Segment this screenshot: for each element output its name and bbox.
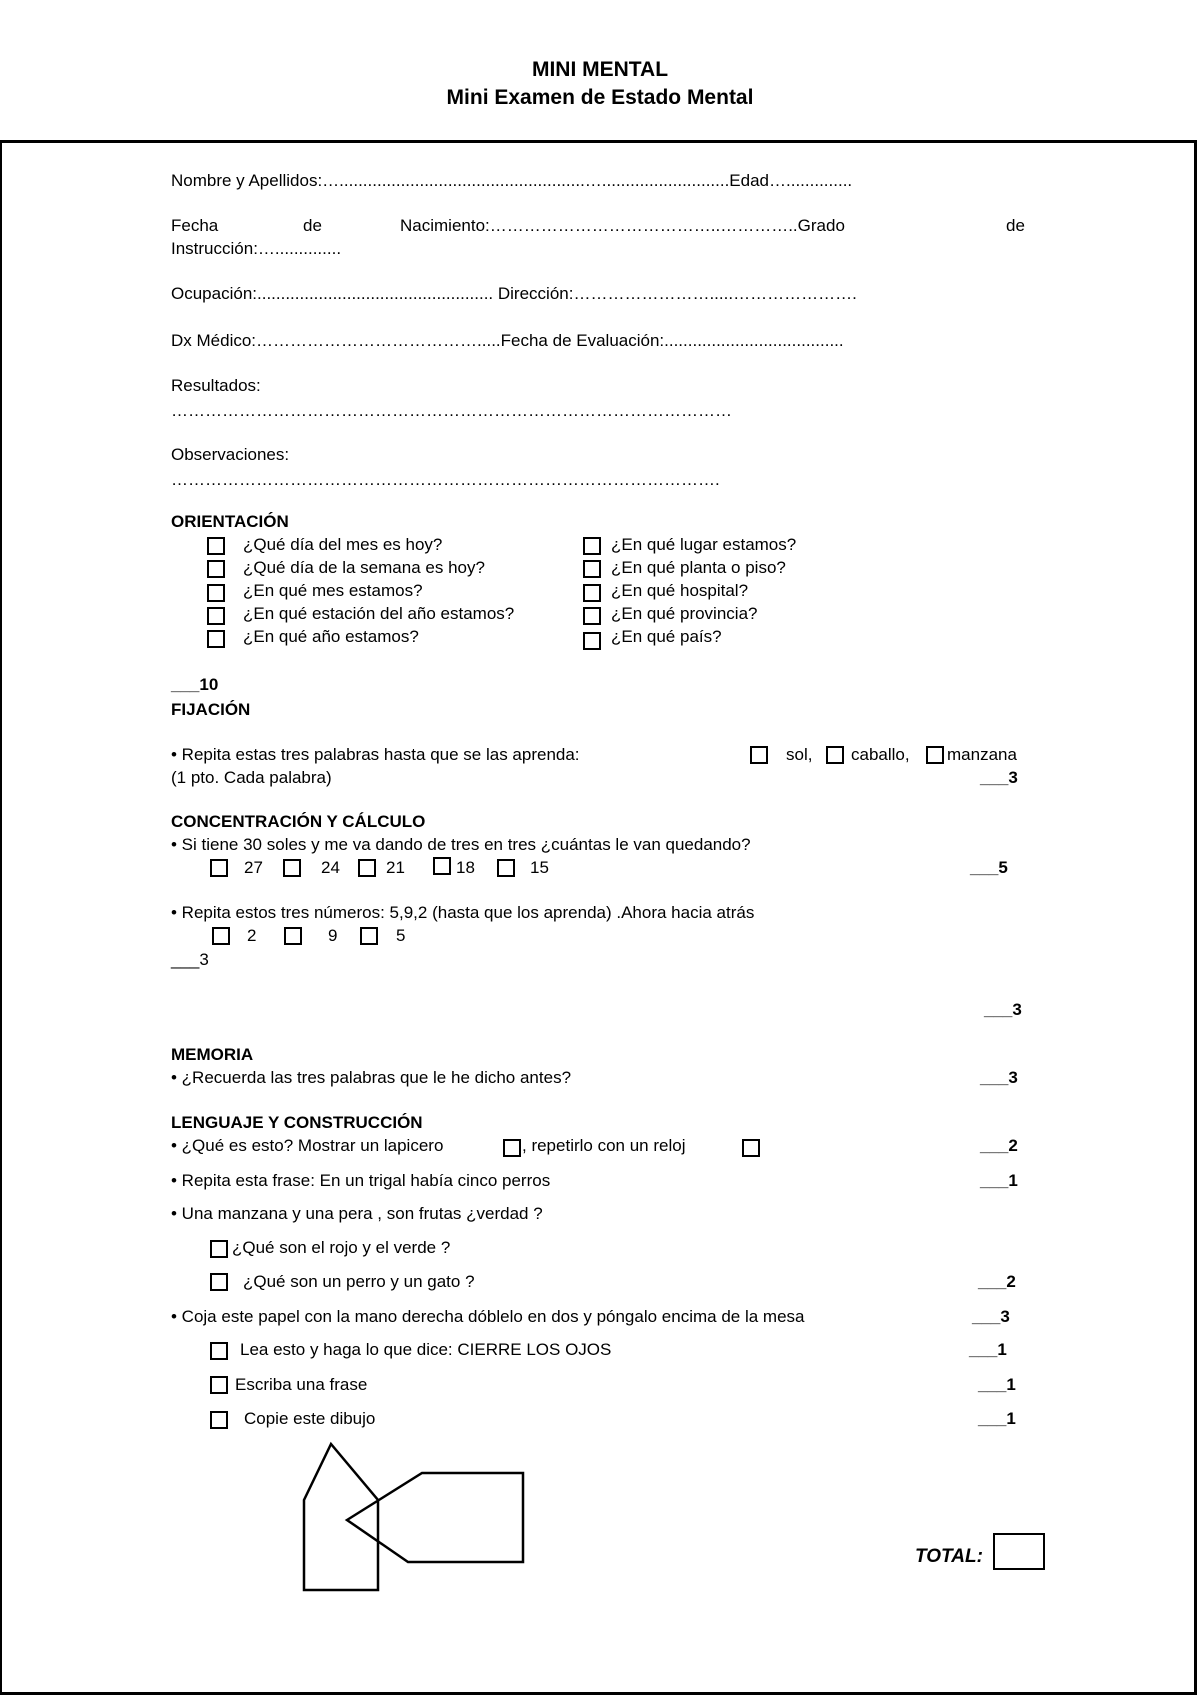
calculo-checkbox-24[interactable]	[283, 859, 301, 877]
rojo-verde-checkbox[interactable]	[210, 1240, 228, 1258]
orientacion-checkbox-10[interactable]	[583, 632, 601, 650]
lenguaje-score-3[interactable]: ___2	[978, 1272, 1016, 1291]
reloj-checkbox[interactable]	[742, 1139, 760, 1157]
fijacion-checkbox-sol[interactable]	[750, 746, 768, 764]
concentracion-heading: CONCENTRACIÓN Y CÁLCULO	[171, 812, 426, 831]
lenguaje-score-1[interactable]: ___2	[980, 1136, 1018, 1155]
nombre-field[interactable]: Nombre y Apellidos:…....................................................…...........................Edad…..............	[171, 171, 853, 190]
ocupacion-direccion-field[interactable]: Ocupación:.................................................. Dirección:…………………….....………………….	[171, 284, 857, 303]
lenguaje-question-3b: ¿Qué son un perro y un gato ?	[243, 1272, 475, 1291]
numeros-score-inline[interactable]: ___3	[171, 950, 209, 969]
calculo-option-18: 18	[456, 858, 475, 877]
fijacion-checkbox-caballo[interactable]	[826, 746, 844, 764]
observaciones-label: Observaciones:	[171, 445, 290, 464]
lenguaje-score-5[interactable]: ___1	[969, 1340, 1007, 1359]
numeros-score[interactable]: ___3	[984, 1000, 1022, 1019]
orientacion-score[interactable]: ___10	[171, 675, 219, 694]
orientacion-question-4: ¿En qué estación del año estamos?	[243, 604, 515, 623]
lenguaje-question-1a: • ¿Qué es esto? Mostrar un lapicero	[171, 1136, 444, 1155]
calculo-option-21: 21	[386, 858, 405, 877]
form-title: MINI MENTAL	[531, 58, 669, 81]
calculo-checkbox-15[interactable]	[497, 859, 515, 877]
calculo-checkbox-18[interactable]	[433, 857, 451, 875]
orientacion-question-10: ¿En qué país?	[611, 627, 722, 646]
lenguaje-question-1b: , repetirlo con un reloj	[522, 1136, 686, 1155]
form-subtitle: Mini Examen de Estado Mental	[446, 86, 754, 109]
orientacion-question-9: ¿En qué provincia?	[611, 604, 758, 623]
instruccion-field[interactable]: Instrucción:…..............	[171, 239, 342, 258]
fijacion-word-sol: sol,	[786, 745, 813, 764]
orientacion-question-1: ¿Qué día del mes es hoy?	[243, 535, 443, 554]
orientacion-checkbox-6[interactable]	[583, 537, 601, 555]
orientacion-checkbox-9[interactable]	[583, 607, 601, 625]
lenguaje-question-5: Lea esto y haga lo que dice: CIERRE LOS OJOS	[240, 1340, 612, 1359]
lapicero-checkbox[interactable]	[503, 1139, 521, 1157]
fecha-label-d: de	[1006, 216, 1025, 235]
memoria-heading: MEMORIA	[171, 1045, 254, 1064]
fecha-label-a: Fecha	[171, 216, 219, 235]
orientacion-checkbox-1[interactable]	[207, 537, 225, 555]
numeros-option-9: 9	[328, 926, 338, 945]
lenguaje-question-3a: ¿Qué son el rojo y el verde ?	[232, 1238, 451, 1257]
lenguaje-score-4[interactable]: ___3	[972, 1307, 1010, 1326]
lenguaje-heading: LENGUAJE Y CONSTRUCCIÓN	[171, 1113, 423, 1132]
escriba-frase-checkbox[interactable]	[210, 1376, 228, 1394]
concentracion-question-1: • Si tiene 30 soles y me va dando de tres en tres ¿cuántas le van quedando?	[171, 835, 751, 854]
orientacion-checkbox-5[interactable]	[207, 630, 225, 648]
pentagon-right	[347, 1473, 523, 1562]
calculo-checkbox-27[interactable]	[210, 859, 228, 877]
pentagons-drawing	[295, 1440, 535, 1600]
orientacion-checkbox-7[interactable]	[583, 560, 601, 578]
fecha-label-b: de	[303, 216, 322, 235]
numeros-checkbox-9[interactable]	[284, 927, 302, 945]
lenguaje-question-6: Escriba una frase	[235, 1375, 368, 1394]
memoria-score[interactable]: ___3	[980, 1068, 1018, 1087]
fijacion-checkbox-manzana[interactable]	[926, 746, 944, 764]
lenguaje-question-3: • Una manzana y una pera , son frutas ¿verdad ?	[171, 1204, 543, 1223]
lenguaje-question-2: • Repita esta frase: En un trigal había cinco perros	[171, 1171, 551, 1190]
calculo-option-24: 24	[321, 858, 340, 877]
orientacion-question-7: ¿En qué planta o piso?	[611, 558, 786, 577]
resultados-label: Resultados:	[171, 376, 261, 395]
nacimiento-grado-field[interactable]: Nacimiento:…………………………………..…………..Grado	[400, 216, 845, 235]
cierre-ojos-checkbox[interactable]	[210, 1342, 228, 1360]
observaciones-field[interactable]: …………………………………………………………………………………….	[171, 470, 720, 489]
orientacion-question-5: ¿En qué año estamos?	[243, 627, 419, 646]
total-box[interactable]	[993, 1533, 1045, 1570]
numeros-checkbox-5[interactable]	[360, 927, 378, 945]
numeros-checkbox-2[interactable]	[212, 927, 230, 945]
orientacion-question-3: ¿En qué mes estamos?	[243, 581, 423, 600]
orientacion-checkbox-8[interactable]	[583, 584, 601, 602]
pentagon-left	[304, 1444, 378, 1590]
calculo-checkbox-21[interactable]	[358, 859, 376, 877]
copie-dibujo-checkbox[interactable]	[210, 1411, 228, 1429]
fijacion-score[interactable]: ___3	[980, 768, 1018, 787]
orientacion-question-6: ¿En qué lugar estamos?	[611, 535, 797, 554]
numeros-option-5: 5	[396, 926, 406, 945]
lenguaje-score-7[interactable]: ___1	[978, 1409, 1016, 1428]
perro-gato-checkbox[interactable]	[210, 1273, 228, 1291]
lenguaje-question-4: • Coja este papel con la mano derecha dóblelo en dos y póngalo encima de la mesa	[171, 1307, 805, 1326]
calculo-option-27: 27	[244, 858, 263, 877]
calculo-score[interactable]: ___5	[970, 858, 1008, 877]
fijacion-instruction: • Repita estas tres palabras hasta que se las aprenda:	[171, 745, 580, 764]
resultados-field[interactable]: ………………………………………………………………………………………	[171, 401, 732, 420]
orientacion-checkbox-3[interactable]	[207, 584, 225, 602]
calculo-option-15: 15	[530, 858, 549, 877]
lenguaje-question-7: Copie este dibujo	[244, 1409, 376, 1428]
fijacion-heading: FIJACIÓN	[171, 700, 251, 719]
concentracion-question-2: • Repita estos tres números: 5,9,2 (hasta que los aprenda) .Ahora hacia atrás	[171, 903, 755, 922]
orientacion-question-8: ¿En qué hospital?	[611, 581, 749, 600]
orientacion-heading: ORIENTACIÓN	[171, 512, 289, 531]
memoria-question: • ¿Recuerda las tres palabras que le he dicho antes?	[171, 1068, 572, 1087]
lenguaje-score-2[interactable]: ___1	[980, 1171, 1018, 1190]
orientacion-question-2: ¿Qué día de la semana es hoy?	[243, 558, 485, 577]
orientacion-checkbox-4[interactable]	[207, 607, 225, 625]
dx-fecha-eval-field[interactable]: Dx Médico:………………………………….....Fecha de Evaluación:......................................	[171, 331, 844, 350]
fijacion-note: (1 pto. Cada palabra)	[171, 768, 332, 787]
numeros-option-2: 2	[247, 926, 257, 945]
total-label: TOTAL:	[915, 1546, 983, 1567]
orientacion-checkbox-2[interactable]	[207, 560, 225, 578]
lenguaje-score-6[interactable]: ___1	[978, 1375, 1016, 1394]
fijacion-word-caballo: caballo,	[851, 745, 910, 764]
fijacion-word-manzana: manzana	[947, 745, 1017, 764]
